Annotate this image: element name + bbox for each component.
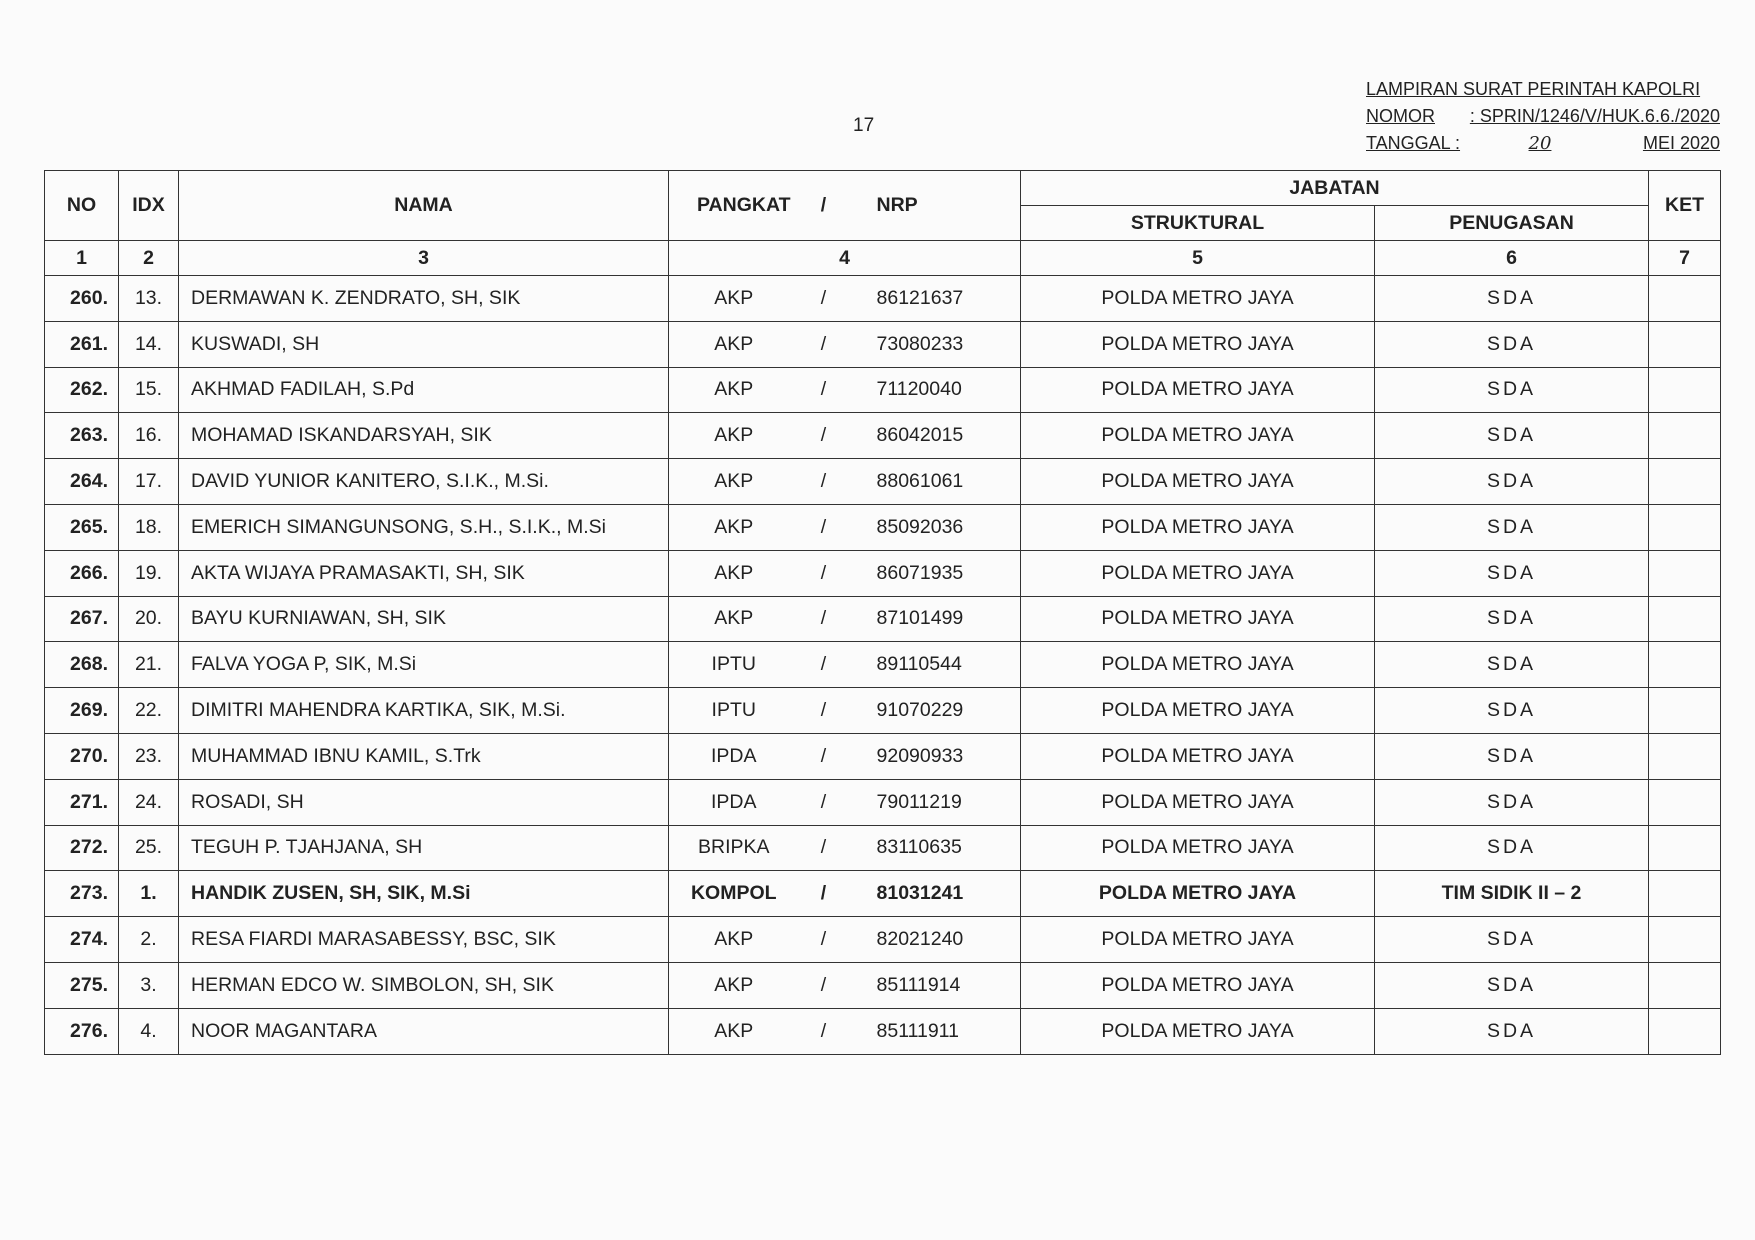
row-separator: / xyxy=(799,276,849,322)
row-separator: / xyxy=(799,688,849,734)
row-idx: 19. xyxy=(119,550,179,596)
row-ket xyxy=(1649,504,1721,550)
header-struktural: STRUKTURAL xyxy=(1021,206,1375,241)
attachment-title: LAMPIRAN SURAT PERINTAH KAPOLRI xyxy=(1366,79,1701,99)
col-number-3: 3 xyxy=(179,241,669,276)
row-struktural: POLDA METRO JAYA xyxy=(1021,321,1375,367)
row-no: 261. xyxy=(45,321,119,367)
row-struktural: POLDA METRO JAYA xyxy=(1021,688,1375,734)
row-separator: / xyxy=(799,321,849,367)
header-jabatan: JABATAN xyxy=(1021,171,1649,206)
header-nrp: NRP xyxy=(849,171,1021,241)
attachment-tanggal xyxy=(1366,130,1720,157)
row-idx: 25. xyxy=(119,825,179,871)
row-pangkat: AKP xyxy=(669,1008,799,1054)
row-penugasan: SDA xyxy=(1375,825,1649,871)
col-number-5: 5 xyxy=(1021,241,1375,276)
row-no: 273. xyxy=(45,871,119,917)
table-row xyxy=(45,779,1721,825)
header-penugasan: PENUGASAN xyxy=(1375,206,1649,241)
row-struktural: POLDA METRO JAYA xyxy=(1021,779,1375,825)
row-penugasan: SDA xyxy=(1375,917,1649,963)
row-ket xyxy=(1649,596,1721,642)
table-row xyxy=(45,688,1721,734)
row-nrp: 91070229 xyxy=(849,688,1021,734)
row-idx: 3. xyxy=(119,962,179,1008)
row-separator: / xyxy=(799,871,849,917)
col-number-2: 2 xyxy=(119,241,179,276)
row-no: 262. xyxy=(45,367,119,413)
row-ket xyxy=(1649,1008,1721,1054)
row-nrp: 82021240 xyxy=(849,917,1021,963)
row-struktural: POLDA METRO JAYA xyxy=(1021,1008,1375,1054)
row-separator: / xyxy=(799,504,849,550)
header-row-1 xyxy=(45,171,1721,206)
row-penugasan: SDA xyxy=(1375,642,1649,688)
row-idx: 4. xyxy=(119,1008,179,1054)
table-row xyxy=(45,367,1721,413)
row-nama: RESA FIARDI MARASABESSY, BSC, SIK xyxy=(179,917,669,963)
row-pangkat: AKP xyxy=(669,917,799,963)
header-separator: / xyxy=(799,171,849,241)
row-nama: KUSWADI, SH xyxy=(179,321,669,367)
row-nama: DAVID YUNIOR KANITERO, S.I.K., M.Si. xyxy=(179,459,669,505)
table-row xyxy=(45,962,1721,1008)
row-penugasan: SDA xyxy=(1375,596,1649,642)
row-nrp: 86071935 xyxy=(849,550,1021,596)
nomor-label: NOMOR xyxy=(1366,106,1435,126)
table-row xyxy=(45,596,1721,642)
row-struktural: POLDA METRO JAYA xyxy=(1021,596,1375,642)
col-number-7: 7 xyxy=(1649,241,1721,276)
row-pangkat: AKP xyxy=(669,321,799,367)
row-separator: / xyxy=(799,1008,849,1054)
row-nrp: 73080233 xyxy=(849,321,1021,367)
row-separator: / xyxy=(799,413,849,459)
row-nrp: 88061061 xyxy=(849,459,1021,505)
row-no: 276. xyxy=(45,1008,119,1054)
row-separator: / xyxy=(799,550,849,596)
row-no: 266. xyxy=(45,550,119,596)
table-row xyxy=(45,1008,1721,1054)
table-row xyxy=(45,825,1721,871)
row-no: 269. xyxy=(45,688,119,734)
row-no: 265. xyxy=(45,504,119,550)
row-nrp: 85111914 xyxy=(849,962,1021,1008)
table-row xyxy=(45,733,1721,779)
row-nama: AKHMAD FADILAH, S.Pd xyxy=(179,367,669,413)
header-nama: NAMA xyxy=(179,171,669,241)
row-separator: / xyxy=(799,962,849,1008)
row-ket xyxy=(1649,917,1721,963)
row-nama: BAYU KURNIAWAN, SH, SIK xyxy=(179,596,669,642)
row-nama: DERMAWAN K. ZENDRATO, SH, SIK xyxy=(179,276,669,322)
header-pangkat: PANGKAT xyxy=(669,171,799,241)
row-idx: 2. xyxy=(119,917,179,963)
row-struktural: POLDA METRO JAYA xyxy=(1021,642,1375,688)
row-pangkat: AKP xyxy=(669,413,799,459)
row-no: 263. xyxy=(45,413,119,459)
row-penugasan: SDA xyxy=(1375,459,1649,505)
row-pangkat: IPTU xyxy=(669,642,799,688)
row-ket xyxy=(1649,688,1721,734)
row-idx: 23. xyxy=(119,733,179,779)
table-body xyxy=(45,276,1721,1055)
row-nama: TEGUH P. TJAHJANA, SH xyxy=(179,825,669,871)
personnel-table xyxy=(44,170,1721,1055)
row-penugasan: SDA xyxy=(1375,962,1649,1008)
row-nama: ROSADI, SH xyxy=(179,779,669,825)
table-row xyxy=(45,550,1721,596)
column-number-row xyxy=(45,241,1721,276)
row-idx: 18. xyxy=(119,504,179,550)
row-nrp: 86042015 xyxy=(849,413,1021,459)
row-nama: FALVA YOGA P, SIK, M.Si xyxy=(179,642,669,688)
row-struktural: POLDA METRO JAYA xyxy=(1021,504,1375,550)
row-nama: DIMITRI MAHENDRA KARTIKA, SIK, M.Si. xyxy=(179,688,669,734)
row-struktural: POLDA METRO JAYA xyxy=(1021,917,1375,963)
row-ket xyxy=(1649,962,1721,1008)
table-row xyxy=(45,504,1721,550)
tanggal-month: MEI 2020 xyxy=(1642,133,1720,153)
row-separator: / xyxy=(799,825,849,871)
row-nrp: 85111911 xyxy=(849,1008,1021,1054)
row-no: 264. xyxy=(45,459,119,505)
row-idx: 21. xyxy=(119,642,179,688)
col-number-6: 6 xyxy=(1375,241,1649,276)
header-ket: KET xyxy=(1649,171,1721,241)
row-nrp: 89110544 xyxy=(849,642,1021,688)
row-pangkat: AKP xyxy=(669,367,799,413)
row-pangkat: AKP xyxy=(669,550,799,596)
row-idx: 20. xyxy=(119,596,179,642)
row-pangkat: AKP xyxy=(669,962,799,1008)
row-struktural: POLDA METRO JAYA xyxy=(1021,733,1375,779)
row-ket xyxy=(1649,642,1721,688)
row-nama: AKTA WIJAYA PRAMASAKTI, SH, SIK xyxy=(179,550,669,596)
row-nama: EMERICH SIMANGUNSONG, S.H., S.I.K., M.Si xyxy=(179,504,669,550)
row-penugasan: SDA xyxy=(1375,733,1649,779)
row-penugasan: SDA xyxy=(1375,688,1649,734)
row-nrp: 86121637 xyxy=(849,276,1021,322)
row-penugasan: SDA xyxy=(1375,276,1649,322)
row-no: 267. xyxy=(45,596,119,642)
row-nama: MUHAMMAD IBNU KAMIL, S.Trk xyxy=(179,733,669,779)
row-penugasan: SDA xyxy=(1375,413,1649,459)
row-idx: 24. xyxy=(119,779,179,825)
nomor-value: : SPRIN/1246/V/HUK.6.6./2020 xyxy=(1469,106,1720,126)
row-nrp: 81031241 xyxy=(849,871,1021,917)
row-idx: 1. xyxy=(119,871,179,917)
row-penugasan: SDA xyxy=(1375,550,1649,596)
row-nama: MOHAMAD ISKANDARSYAH, SIK xyxy=(179,413,669,459)
row-separator: / xyxy=(799,642,849,688)
row-pangkat: IPDA xyxy=(669,779,799,825)
row-no: 260. xyxy=(45,276,119,322)
table-row xyxy=(45,276,1721,322)
row-nama: NOOR MAGANTARA xyxy=(179,1008,669,1054)
row-nrp: 85092036 xyxy=(849,504,1021,550)
row-ket xyxy=(1649,733,1721,779)
row-separator: / xyxy=(799,779,849,825)
row-struktural: POLDA METRO JAYA xyxy=(1021,367,1375,413)
row-ket xyxy=(1649,276,1721,322)
row-pangkat: AKP xyxy=(669,276,799,322)
row-separator: / xyxy=(799,917,849,963)
row-idx: 22. xyxy=(119,688,179,734)
row-no: 271. xyxy=(45,779,119,825)
row-ket xyxy=(1649,367,1721,413)
row-nrp: 71120040 xyxy=(849,367,1021,413)
row-nama: HERMAN EDCO W. SIMBOLON, SH, SIK xyxy=(179,962,669,1008)
row-separator: / xyxy=(799,596,849,642)
table-row xyxy=(45,917,1721,963)
row-pangkat: AKP xyxy=(669,459,799,505)
row-ket xyxy=(1649,825,1721,871)
row-ket xyxy=(1649,321,1721,367)
row-ket xyxy=(1649,459,1721,505)
row-separator: / xyxy=(799,459,849,505)
row-pangkat: KOMPOL xyxy=(669,871,799,917)
row-ket xyxy=(1649,871,1721,917)
table-row xyxy=(45,642,1721,688)
row-ket xyxy=(1649,779,1721,825)
row-no: 268. xyxy=(45,642,119,688)
row-penugasan: SDA xyxy=(1375,321,1649,367)
row-nama: HANDIK ZUSEN, SH, SIK, M.Si xyxy=(179,871,669,917)
row-nrp: 92090933 xyxy=(849,733,1021,779)
row-no: 270. xyxy=(45,733,119,779)
row-idx: 17. xyxy=(119,459,179,505)
row-separator: / xyxy=(799,733,849,779)
row-penugasan: SDA xyxy=(1375,779,1649,825)
row-separator: / xyxy=(799,367,849,413)
tanggal-label: TANGGAL : xyxy=(1366,133,1461,153)
row-pangkat: IPDA xyxy=(669,733,799,779)
col-number-4: 4 xyxy=(669,241,1021,276)
attachment-reference xyxy=(1366,76,1720,157)
row-idx: 15. xyxy=(119,367,179,413)
row-nrp: 83110635 xyxy=(849,825,1021,871)
row-nrp: 79011219 xyxy=(849,779,1021,825)
table-row xyxy=(45,413,1721,459)
row-struktural: POLDA METRO JAYA xyxy=(1021,871,1375,917)
row-pangkat: AKP xyxy=(669,504,799,550)
row-struktural: POLDA METRO JAYA xyxy=(1021,276,1375,322)
table-row xyxy=(45,871,1721,917)
row-nrp: 87101499 xyxy=(849,596,1021,642)
row-no: 275. xyxy=(45,962,119,1008)
row-struktural: POLDA METRO JAYA xyxy=(1021,413,1375,459)
row-ket xyxy=(1649,413,1721,459)
row-no: 274. xyxy=(45,917,119,963)
header-no: NO xyxy=(45,171,119,241)
header-idx: IDX xyxy=(119,171,179,241)
row-penugasan: SDA xyxy=(1375,367,1649,413)
row-pangkat: IPTU xyxy=(669,688,799,734)
col-number-1: 1 xyxy=(45,241,119,276)
page-number: 17 xyxy=(853,115,875,136)
row-struktural: POLDA METRO JAYA xyxy=(1021,459,1375,505)
row-pangkat: AKP xyxy=(669,596,799,642)
row-idx: 16. xyxy=(119,413,179,459)
row-idx: 13. xyxy=(119,276,179,322)
row-struktural: POLDA METRO JAYA xyxy=(1021,962,1375,1008)
row-pangkat: BRIPKA xyxy=(669,825,799,871)
row-struktural: POLDA METRO JAYA xyxy=(1021,825,1375,871)
row-no: 272. xyxy=(45,825,119,871)
attachment-nomor xyxy=(1366,103,1720,130)
row-penugasan: SDA xyxy=(1375,504,1649,550)
row-penugasan: TIM SIDIK II – 2 xyxy=(1375,871,1649,917)
row-struktural: POLDA METRO JAYA xyxy=(1021,550,1375,596)
table-row xyxy=(45,459,1721,505)
row-penugasan: SDA xyxy=(1375,1008,1649,1054)
row-ket xyxy=(1649,550,1721,596)
table-row xyxy=(45,321,1721,367)
tanggal-day: 20 xyxy=(1528,133,1552,154)
row-idx: 14. xyxy=(119,321,179,367)
